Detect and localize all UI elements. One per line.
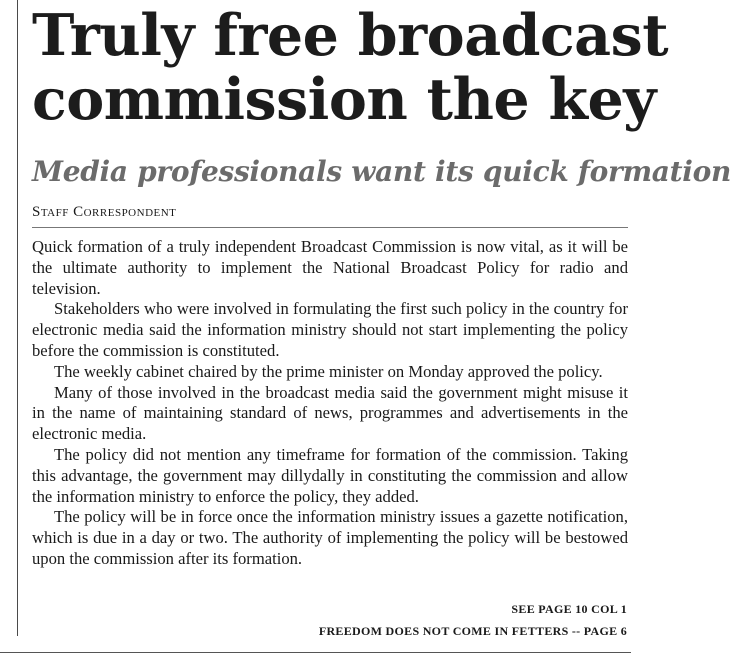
article-body — [32, 237, 628, 570]
column-divider — [17, 0, 18, 636]
jump-line: SEE PAGE 10 COL 1 — [511, 602, 627, 616]
byline: Staff Correspondent — [32, 204, 177, 220]
paragraph: Stakeholders who were involved in formulating the first such policy in the country for electronic media said the information ministry should not start implementing the policy before the commission is constituted. — [32, 299, 628, 360]
subheadline: Media professionals want its quick formation — [32, 155, 731, 188]
related-story-line: FREEDOM DOES NOT COME IN FETTERS -- PAGE 6 — [318, 624, 627, 638]
paragraph: The weekly cabinet chaired by the prime minister on Monday approved the policy. — [54, 361, 603, 381]
paragraph: Many of those involved in the broadcast media said the government might misuse it in the name of maintaining standard of news, programmes and advertisements in the electronic media. — [32, 382, 628, 444]
paragraph: The policy will be in force once the information ministry issues a gazette notification, which is due in a day or two. The authority of implementing the policy will be bestowed upon the commission after its formation. — [32, 507, 628, 568]
headline-line-1: Truly free broadcast — [32, 2, 669, 69]
headline-line-2: commission the key — [32, 66, 656, 133]
headline — [32, 2, 669, 133]
paragraph: The policy did not mention any timeframe for formation of the commission. Taking this advantage, the government may dillydally in constituting the commission and allow the information ministry to enforce the policy, they added. — [32, 444, 628, 506]
byline-divider — [32, 227, 628, 228]
bottom-divider — [0, 652, 631, 653]
paragraph: Quick formation of a truly independent Broadcast Commission is now vital, as it will be the ultimate authority to implement the National Broadcast Policy for radio and television. — [32, 237, 628, 298]
